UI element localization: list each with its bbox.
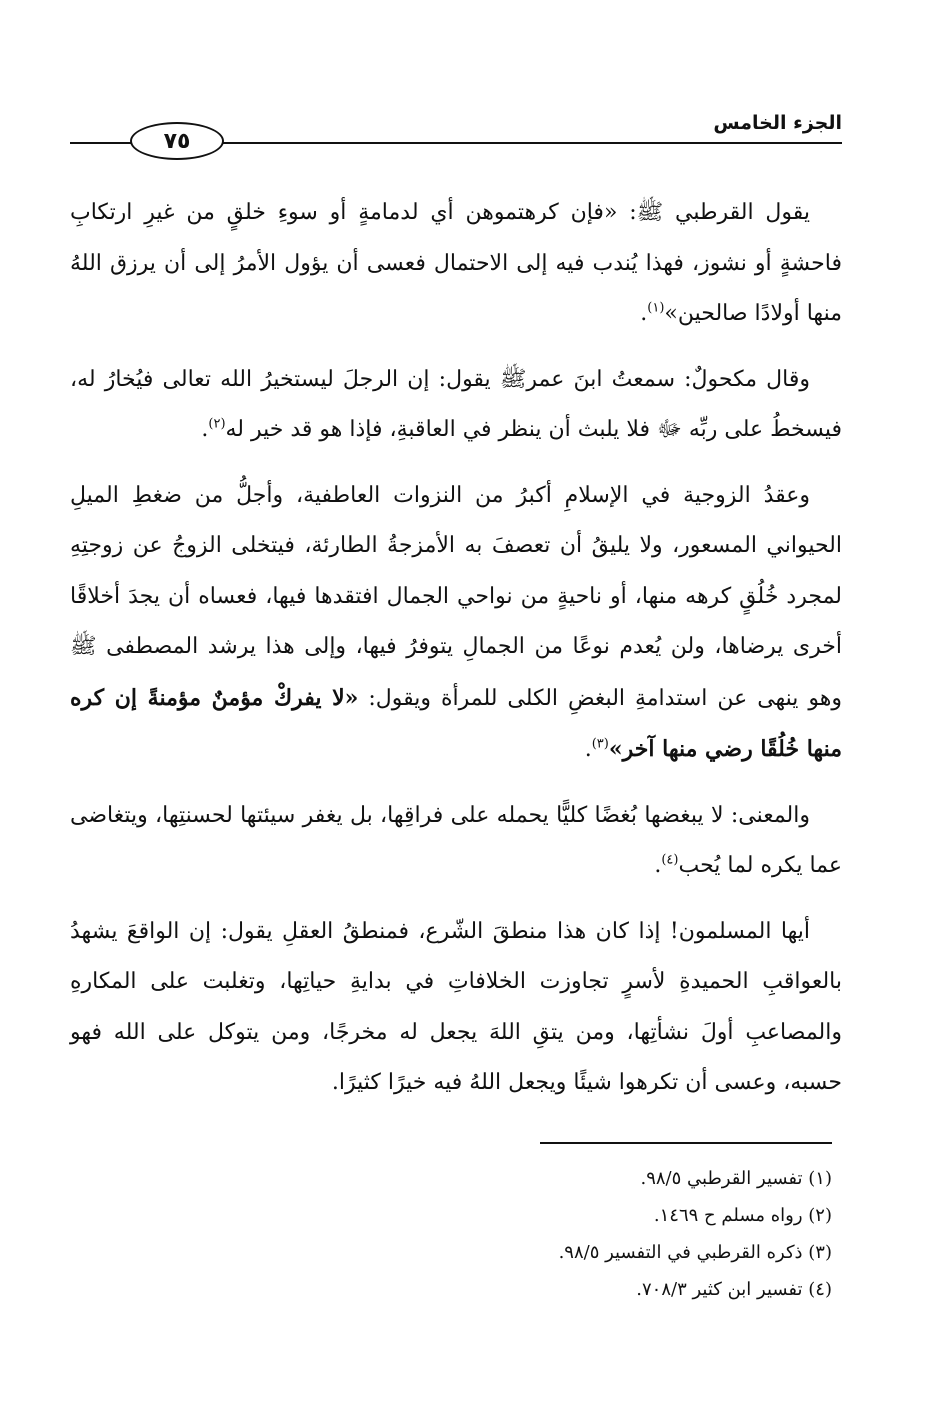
paragraph-text: وقال مكحولٌ: سمعتُ ابنَ عمرﷺ يقول: إن الرجلَ ليستخيرُ الله تعالى فيُخارُ له، فيسخطُ على ربِّه ﷻ فلا يلبث أن ينظر في العاقبةِ، فإذا هو قد خير له — [70, 366, 842, 442]
footnote-ref: (٤) — [661, 852, 679, 868]
page-number: ٧٥ — [130, 122, 224, 160]
chapter-title: الجزء الخامس — [713, 112, 842, 134]
hadith-quote: «لا يفركْ مؤمنٌ مؤمنةً إن كره منها خُلُقًا رضي منها آخر» — [70, 684, 842, 762]
footnotes — [400, 1160, 832, 1308]
footnote: (١) تفسير القرطبي ٩٨/٥. — [640, 1168, 832, 1189]
paragraph — [70, 791, 842, 892]
body-text — [70, 188, 842, 1124]
footnote: (٢) رواه مسلم ح ١٤٦٩. — [653, 1205, 832, 1226]
paragraph — [70, 471, 842, 776]
footnote-ref: (٣) — [591, 736, 609, 752]
footnote-ref: (١) — [647, 300, 665, 316]
paragraph-text: وعقدُ الزوجية في الإسلامِ أكبرُ من النزوات العاطفية، وأجلُّ من ضغطِ الميلِ الحيواني المسعور، ولا يليقُ أن تعصفَ به الأمزجةُ الطارئة، فيتخلى الزوجُ عن زوجتِهِ لمجرد خُلُقٍ كرهه منها، أو ناحيةٍ من نواحي الجمال افتقدها فيها، فعساه أن يجدَ أخلاقًا أخرى يرضاها، ولن يُعدم نوعًا من الجمالِ يتوفرُ فيها، وإلى هذا يرشد المصطفى ﷺ وهو ينهى عن استدامةِ البغضِ الكلى للمرأة ويقول: — [70, 482, 842, 711]
paragraph-text: أيها المسلمون! إذا كان هذا منطقَ الشّرع، فمنطقُ العقلِ يقول: إن الواقعَ يشهدُ بالعواقبِ الحميدةِ لأسرٍ تجاوزت الخلافاتِ في بدايةِ حياتِها، وتغلبت على المكارهِ والمصاعبِ أولَ نشأتِها، ومن يتقِ اللهَ يجعل له مخرجًا، ومن يتوكل على الله فهو حسبه، وعسى أن تكرهوا شيئًا ويجعل اللهُ فيه خيرًا كثيرًا. — [70, 918, 842, 1095]
paragraph — [70, 188, 842, 340]
paragraph-tail: . — [640, 301, 648, 326]
footnote-ref: (٢) — [208, 416, 226, 432]
paragraph — [70, 355, 842, 456]
footnote: (٣) ذكره القرطبي في التفسير ٩٨/٥. — [558, 1242, 832, 1263]
paragraph-text: والمعنى: لا يبغضها بُغضًا كليًّا يحمله على فراقِها، بل يغفر سيئتها لحسنتِها، ويتغاضى عما يكره لما يُحب — [70, 802, 842, 878]
paragraph — [70, 907, 842, 1109]
paragraph-tail: . — [584, 737, 592, 762]
paragraph-tail: . — [654, 853, 662, 878]
paragraph-text: يقول القرطبي ﷺ: «فإن كرهتموهن أي لدمامةٍ أو سوءِ خلقٍ من غيرِ ارتكابِ فاحشةٍ أو نشوز، فهذا يُندب فيه إلى الاحتمال فعسى أن يؤول الأمرُ إلى أن يرزق اللهُ منها أولادًا صالحين» — [70, 200, 842, 326]
paragraph-tail: . — [201, 417, 209, 442]
footnote-divider — [540, 1142, 832, 1144]
footnote: (٤) تفسير ابن كثير ٧٠٨/٣. — [636, 1279, 832, 1300]
page-header — [70, 100, 842, 160]
